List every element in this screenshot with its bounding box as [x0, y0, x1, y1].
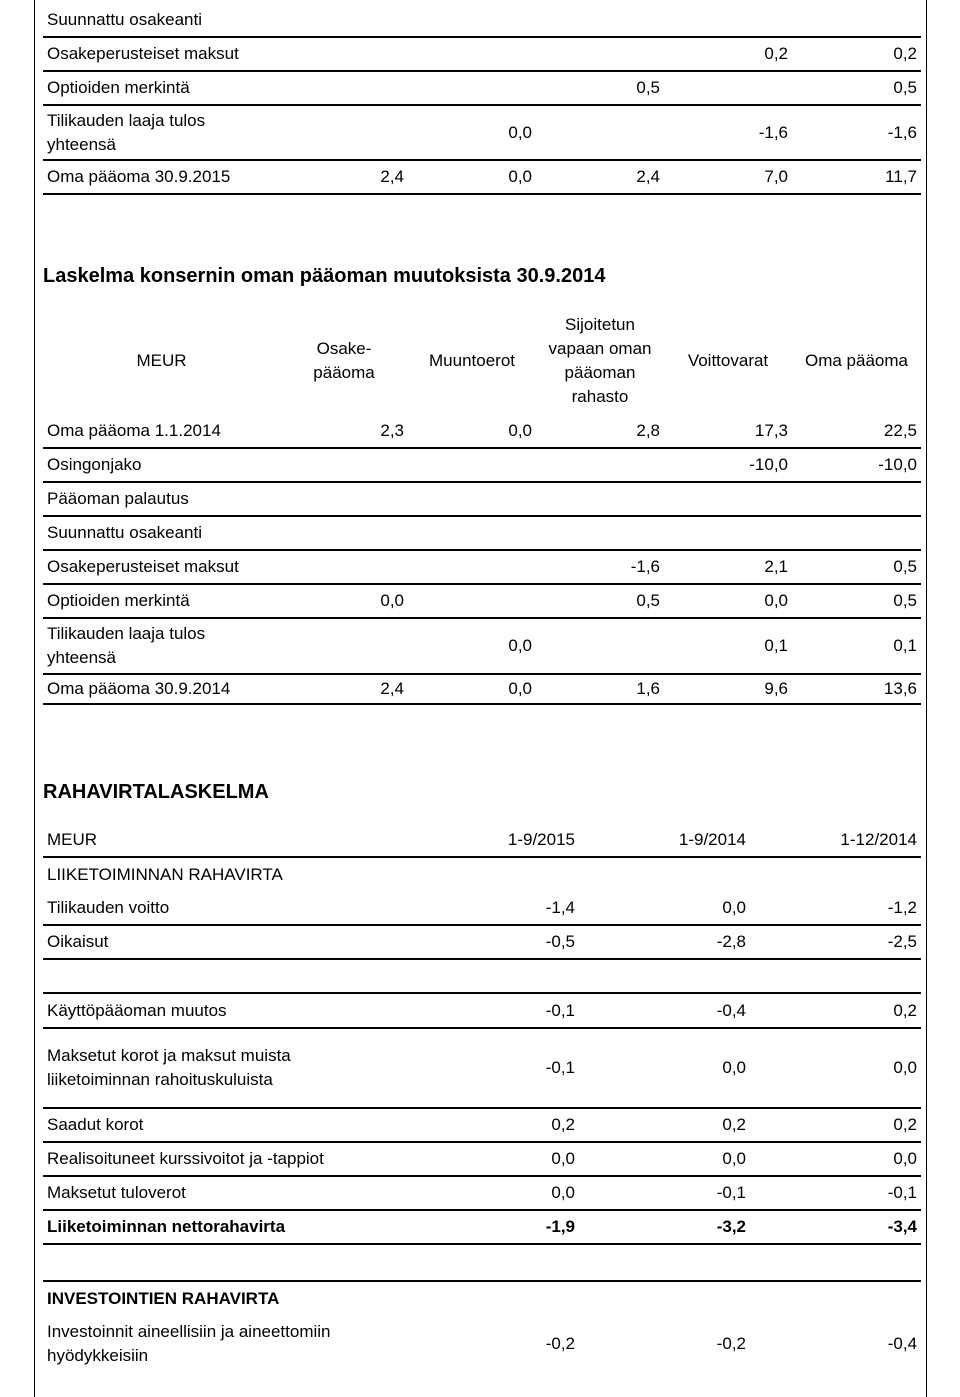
cell-voittovarat: 17,3 — [664, 414, 792, 448]
cell-svop: -1,6 — [536, 550, 664, 584]
page-frame-right — [926, 0, 927, 1397]
cell-svop: 2,4 — [536, 160, 664, 194]
cell-oma-paaoma: 0,1 — [792, 618, 921, 674]
table-row — [43, 550, 921, 584]
cell-muuntoerot — [408, 37, 536, 71]
cell-osakepaaoma — [280, 448, 408, 482]
cell-osakepaaoma — [280, 37, 408, 71]
cell-oma-paaoma: 0,5 — [792, 584, 921, 618]
row-label: Oma pääoma 1.1.2014 — [43, 414, 280, 448]
row-label: Käyttöpääoman muutos — [43, 994, 408, 1028]
cell-voittovarat — [664, 71, 792, 105]
header-muuntoerot: Muuntoerot — [429, 351, 515, 370]
header-svop: Sijoitetun vapaan oman pääoman rahasto — [548, 315, 652, 406]
cell-svop — [536, 448, 664, 482]
cell-voittovarat: 0,0 — [664, 584, 792, 618]
cell-muuntoerot: 0,0 — [408, 105, 536, 160]
cell-voittovarat: 0,2 — [664, 37, 792, 71]
cell-period-3: -0,1 — [750, 1176, 921, 1210]
cell-svop: 0,5 — [536, 71, 664, 105]
header-period-2: 1-9/2014 — [579, 823, 750, 857]
table-row — [43, 674, 921, 704]
table-row — [43, 618, 921, 674]
cell-oma-paaoma: -10,0 — [792, 448, 921, 482]
cell-svop: 0,5 — [536, 584, 664, 618]
cell-osakepaaoma — [280, 618, 408, 674]
cell-osakepaaoma: 2,4 — [280, 160, 408, 194]
cell-muuntoerot — [408, 584, 536, 618]
cell-voittovarat — [664, 516, 792, 550]
table-row — [43, 994, 921, 1028]
header-osakepaaoma: Osake-pääoma — [313, 339, 375, 382]
cell-period-1: -0,1 — [408, 1028, 579, 1108]
row-label: Investoinnit aineellisiin ja aineettomiin hyödykkeisiin — [47, 1322, 331, 1365]
cell-oma-paaoma: 0,5 — [792, 71, 921, 105]
table-row — [43, 3, 921, 37]
table-row — [43, 37, 921, 71]
section-heading-investing: INVESTOINTIEN RAHAVIRTA — [47, 1289, 280, 1308]
cell-period-1: 0,0 — [408, 1142, 579, 1176]
row-label: Liiketoiminnan nettorahavirta — [43, 1210, 408, 1244]
row-label: Maksetut korot ja maksut muista liiketoiminnan rahoituskuluista — [43, 1028, 408, 1108]
cell-muuntoerot — [408, 550, 536, 584]
cashflow-title: RAHAVIRTALASKELMA — [43, 781, 269, 803]
cell-period-2: -0,4 — [579, 994, 750, 1028]
cell-period-2: -0,1 — [579, 1176, 750, 1210]
cell-muuntoerot — [408, 482, 536, 516]
cell-period-3: 0,0 — [750, 1028, 921, 1108]
cell-muuntoerot — [408, 71, 536, 105]
cell-period-1: -0,5 — [408, 925, 579, 959]
row-label: Optioiden merkintä — [43, 71, 280, 105]
table-row — [43, 1316, 921, 1372]
row-label: Optioiden merkintä — [43, 584, 280, 618]
cell-voittovarat: 7,0 — [664, 160, 792, 194]
cell-svop — [536, 482, 664, 516]
table-row — [43, 105, 921, 160]
cell-voittovarat: -1,6 — [664, 105, 792, 160]
cell-osakepaaoma — [280, 105, 408, 160]
header-meur: MEUR — [136, 351, 187, 370]
table-row — [43, 482, 921, 516]
row-label: Tilikauden laaja tulos yhteensä — [43, 618, 280, 674]
cell-oma-paaoma: 0,2 — [792, 37, 921, 71]
table-row — [43, 891, 921, 925]
equity-2014-title: Laskelma konsernin oman pääoman muutoksista 30.9.2014 — [43, 265, 606, 287]
cell-period-1: 0,0 — [408, 1176, 579, 1210]
cell-oma-paaoma: -1,6 — [792, 105, 921, 160]
cell-voittovarat: 0,1 — [664, 618, 792, 674]
section-heading-operating: LIIKETOIMINNAN RAHAVIRTA — [47, 864, 283, 884]
cell-period-1: -0,1 — [408, 994, 579, 1028]
cashflow-table-b — [43, 994, 921, 1245]
cell-muuntoerot: 0,0 — [408, 160, 536, 194]
header-voittovarat: Voittovarat — [687, 351, 769, 370]
cell-svop — [536, 516, 664, 550]
cashflow-table-a — [43, 823, 921, 960]
cashflow-table-c — [43, 1282, 921, 1372]
table-header-row — [43, 308, 921, 414]
row-label: Suunnattu osakeanti — [43, 516, 280, 550]
cell-osakepaaoma: 2,4 — [280, 674, 408, 704]
cell-svop — [536, 105, 664, 160]
table-row-total — [43, 1210, 921, 1244]
page-frame-left — [34, 0, 35, 1397]
cell-muuntoerot: 0,0 — [408, 674, 536, 704]
cell-voittovarat: -10,0 — [664, 448, 792, 482]
row-label: Osakeperusteiset maksut — [43, 550, 280, 584]
section-heading-row — [43, 857, 921, 891]
row-label: Osakeperusteiset maksut — [43, 37, 280, 71]
equity-2014-table — [43, 308, 921, 705]
cell-period-2: -0,2 — [716, 1334, 746, 1353]
table-row — [43, 1028, 921, 1108]
header-oma-paaoma: Oma pääoma — [805, 351, 908, 370]
cell-period-3: 0,0 — [750, 1142, 921, 1176]
cell-voittovarat: 2,1 — [664, 550, 792, 584]
table-row — [43, 160, 921, 194]
cell-oma-paaoma: 22,5 — [792, 414, 921, 448]
cell-period-2: 0,0 — [579, 1028, 750, 1108]
cell-oma-paaoma: 13,6 — [792, 674, 921, 704]
row-label: Pääoman palautus — [43, 482, 280, 516]
cell-voittovarat: 9,6 — [664, 674, 792, 704]
section-heading-row — [43, 1282, 921, 1316]
cell-period-3: 0,2 — [750, 1108, 921, 1142]
cell-svop — [536, 618, 664, 674]
cell-osakepaaoma — [280, 550, 408, 584]
cell-voittovarat — [664, 482, 792, 516]
row-label: Saadut korot — [43, 1108, 408, 1142]
cell-oma-paaoma — [792, 482, 921, 516]
row-label: Tilikauden laaja tulos yhteensä — [43, 105, 280, 160]
row-label: Tilikauden voitto — [43, 891, 408, 925]
table-row — [43, 516, 921, 550]
table-row — [43, 71, 921, 105]
cell-period-2: 0,0 — [579, 1142, 750, 1176]
row-label: Realisoituneet kurssivoitot ja -tappiot — [43, 1142, 408, 1176]
cell-period-1: -0,2 — [545, 1334, 575, 1353]
table-row — [43, 414, 921, 448]
table-row — [43, 1142, 921, 1176]
cell-osakepaaoma — [280, 3, 408, 37]
cell-period-1: -1,4 — [408, 891, 579, 925]
table-row — [43, 1108, 921, 1142]
row-label: Oma pääoma 30.9.2014 — [43, 674, 280, 704]
cell-period-3: 0,2 — [750, 994, 921, 1028]
cell-oma-paaoma: 11,7 — [792, 160, 921, 194]
cell-period-3: -0,4 — [887, 1334, 918, 1353]
cell-period-1: -1,9 — [408, 1210, 579, 1244]
row-label: Oma pääoma 30.9.2015 — [43, 160, 280, 194]
cell-period-3: -1,2 — [750, 891, 921, 925]
cell-osakepaaoma — [280, 516, 408, 550]
cell-period-2: 0,2 — [579, 1108, 750, 1142]
cell-muuntoerot: 0,0 — [408, 618, 536, 674]
cell-period-2: -2,8 — [579, 925, 750, 959]
table-row — [43, 1176, 921, 1210]
cell-period-1: 0,2 — [408, 1108, 579, 1142]
header-period-3: 1-12/2014 — [750, 823, 921, 857]
header-meur: MEUR — [43, 823, 408, 857]
cell-osakepaaoma — [280, 482, 408, 516]
row-label: Maksetut tuloverot — [43, 1176, 408, 1210]
table-row — [43, 584, 921, 618]
row-label: Oikaisut — [43, 925, 408, 959]
cell-oma-paaoma — [792, 516, 921, 550]
row-label: Osingonjako — [43, 448, 280, 482]
header-period-1: 1-9/2015 — [408, 823, 579, 857]
cell-osakepaaoma — [280, 71, 408, 105]
cell-oma-paaoma — [792, 3, 921, 37]
cell-osakepaaoma: 2,3 — [280, 414, 408, 448]
cell-muuntoerot — [408, 3, 536, 37]
cell-period-2: -3,2 — [579, 1210, 750, 1244]
cell-voittovarat — [664, 3, 792, 37]
equity-2015-table — [43, 3, 921, 195]
cell-svop — [536, 3, 664, 37]
cell-muuntoerot — [408, 448, 536, 482]
cell-svop: 2,8 — [536, 414, 664, 448]
cell-svop — [536, 37, 664, 71]
cell-period-3: -2,5 — [750, 925, 921, 959]
cell-period-3: -3,4 — [750, 1210, 921, 1244]
cell-oma-paaoma: 0,5 — [792, 550, 921, 584]
cell-svop: 1,6 — [536, 674, 664, 704]
row-label: Suunnattu osakeanti — [43, 3, 280, 37]
cell-muuntoerot — [408, 516, 536, 550]
table-row — [43, 448, 921, 482]
cell-muuntoerot: 0,0 — [408, 414, 536, 448]
table-row — [43, 925, 921, 959]
cell-period-2: 0,0 — [579, 891, 750, 925]
cashflow-header-row — [43, 823, 921, 857]
cell-osakepaaoma: 0,0 — [280, 584, 408, 618]
